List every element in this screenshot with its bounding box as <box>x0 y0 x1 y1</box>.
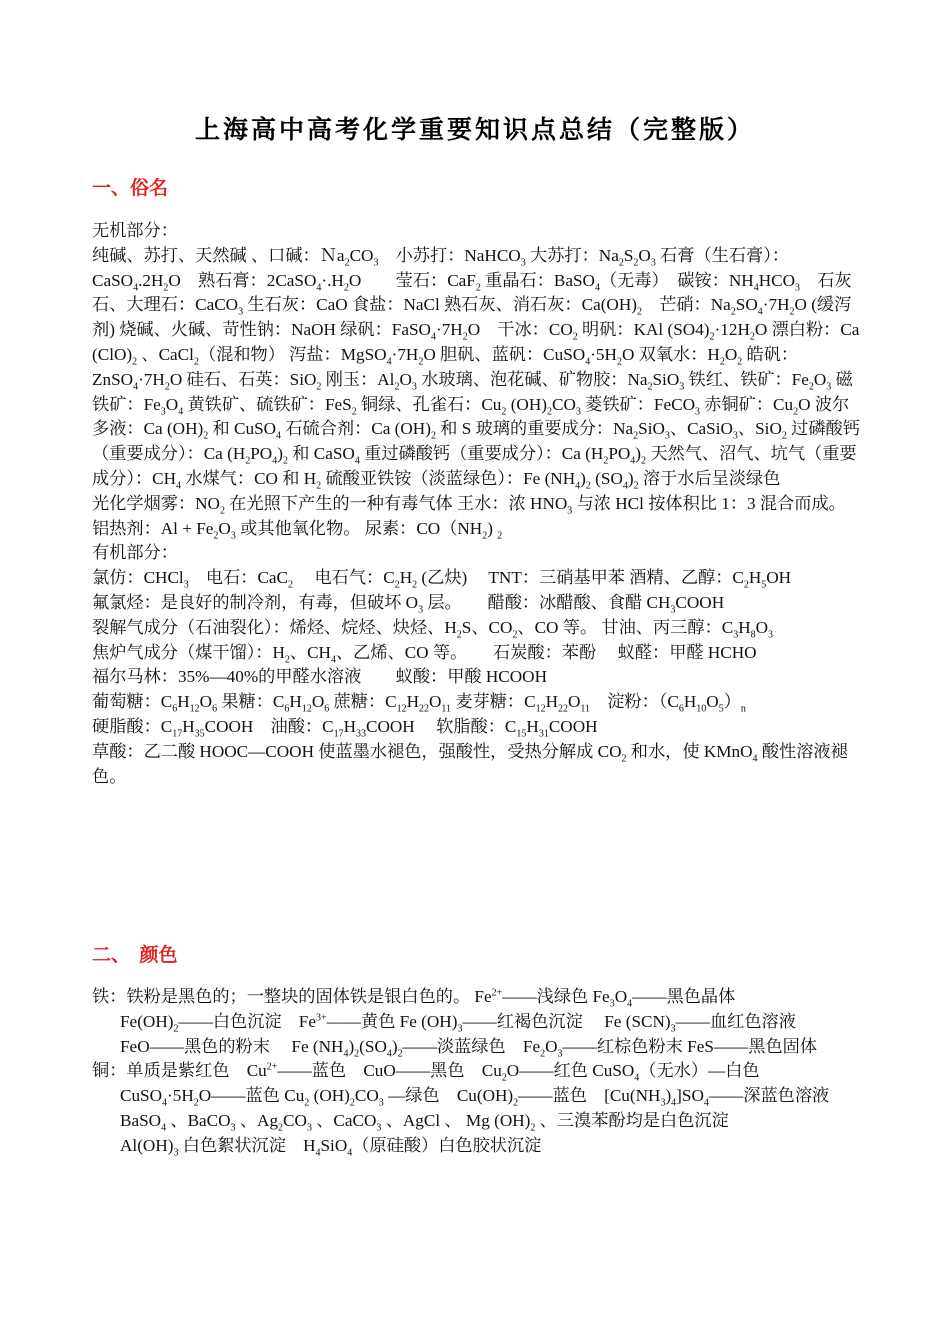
paragraph: 铝热剂：$Al + Fe_2O_3$ 或其他氧化物。 尿素：$CO(NH_2)$ $_2$ <box>92 518 503 541</box>
paragraph: BaSO$_4$ 、BaCO$_3$ 、$Ag_2CO_3$ 、CaCO$_3$ 、AgCl 、 Mg $(OH)_2$ 、三溴苯酚均是白色沉淀 <box>120 1110 729 1134</box>
paragraph: 福尔马林：35%—40%的甲醛水溶液 蚁酸：甲酸 HCOOH <box>92 667 547 687</box>
paragraph: $CuSO_4\cdot 5H_2O——$蓝色 $Cu_2$ $(OH)_2CO_3$ —绿色 $Cu(OH)_2——$蓝色 $[Cu(NH_3)_4]SO_4——$深蓝色溶液 <box>120 1086 830 1109</box>
paragraph: 铜：单质是紫红色 $Cu^{2+}——$蓝色 CuO——黑色 $Cu_2O——$红色 CuSO$_4$（无水）—白色 <box>92 1061 760 1084</box>
paragraph: $Al(OH)_3$ 白色絮状沉淀 $H_4SiO_4$（原硅酸）白色胶状沉淀 <box>120 1135 542 1159</box>
paragraph: FeO——黑色的粉末 Fe $(NH_4)_2(SO_4)_2——$淡蓝绿色 $Fe_2O_3——$红棕色粉末 FeS——黑色固体 <box>120 1036 818 1060</box>
paragraph: 铁：铁粉是黑色的；一整块的固体铁是银白色的。 $Fe^{2+}——$浅绿色 $Fe_3O_4——$黑色晶体 <box>92 987 736 1010</box>
paragraph: 无机部分： <box>92 221 178 240</box>
paragraph: 纯碱、苏打、天然碱 、口碱：$Na_2CO_3$ 小苏打：NaHCO$_3$ 大苏打：$Na_2S_2O_3$ 石膏（生石膏）：$CaSO_4.2H_2O$ 熟石膏：$2CaSO_4\cdot.H_2O$ 莹石：CaF$_2$ 重晶石：BaSO$_4$（无毒） 碳铵：$NH_4HCO_3$ 石灰石、大理石：CaCO$_3$ 生石灰：CaO 食盐：NaCl 熟石灰、消石灰：$Ca(OH)_2$ 芒硝：$Na_2SO_4\cdot 7H_2O$ (缓泻剂) 烧碱、火碱、苛性钠：NaOH 绿矾：$FaSO_4\cdot 7H_2O$ 干冰：$CO_2$ 明矾：KAl $(SO4)_2\cdot 12H_2O$ 漂白粉：Ca $(ClO)_2$ 、CaCl$_2$（混和物） 泻盐：$MgSO_4\cdot 7H_2O$ 胆矾、蓝矾：$CuSO_4\cdot 5H_2O$ 双氧水：$H_2O_2$ 皓矾：$ZnSO_4\cdot 7H_2O$ 硅石、石英：SiO$_2$ 刚玉：$Al_2O_3$ 水玻璃、泡花碱、矿物胶：$Na_2SiO_3$ 铁红、铁矿：$Fe_2O_3$ 磁铁矿：$Fe_3O_4$ 黄铁矿、硫铁矿：FeS$_2$ 铜绿、孔雀石：$Cu_2$ $(OH)_2CO_3$ 菱铁矿：FeCO$_3$ 赤铜矿：$Cu_2O$ 波尔多液：Ca $(OH)_2$ 和 CuSO$_4$ 石硫合剂：Ca $(OH)_2$ 和 S 玻璃的重要成分：$Na_2SiO_3$、CaSiO$_3$、SiO$_2$ 过磷酸钙（重要成分）：Ca $(H_2PO_4)_2$ 和 CaSO$_4$ 重过磷酸钙（重要成分）：Ca $(H_2PO_4)_2$ 天然气、沼气、坑气（重要成分）：$CH_4$ 水煤气：CO 和 $H_2$ 硫酸亚铁铵（淡蓝绿色）：Fe $(NH_4)_2$ $(SO_4)_2$ 溶于水后呈淡绿色 <box>92 245 860 492</box>
paragraph: 焦炉气成分（煤干馏）：$H_2$、$CH_4$、乙烯、CO 等。 石炭酸：苯酚 蚁醛：甲醛 HCHO <box>92 642 757 665</box>
paragraph: 裂解气成分（石油裂化）：烯烃、烷烃、炔烃、$H_2S$、$CO_2$、CO 等。 甘油、丙三醇：$C_3H_8O_3$ <box>92 617 774 641</box>
section-body-colors <box>92 985 862 1159</box>
section-heading-colors: 二、 颜色 <box>92 944 178 966</box>
paragraph: 有机部分： <box>92 543 178 563</box>
section-heading-names: 一、俗名 <box>92 177 169 199</box>
paragraph: $Fe(OH)_2——$白色沉淀 $Fe^{3+}——$黄色 Fe $(OH)_3——$红褐色沉淀 Fe $(SCN)_3——$血红色溶液 <box>120 1011 796 1035</box>
paragraph: 草酸：乙二酸 HOOC—COOH 使蓝墨水褪色，强酸性，受热分解成 $CO_2$ 和水，使 KMnO$_4$ 酸性溶液褪色。 <box>92 741 848 786</box>
paragraph: 氟氯烃：是良好的制冷剂，有毒，但破坏 $O_3$ 层。 醋酸：冰醋酸、食醋 $CH_3COOH$ <box>92 592 725 616</box>
paragraph: 硬脂酸：$C_{17}H_{35}COOH$ 油酸：$C_{17}H_{33}COOH$ 软脂酸：$C_{15}H_{31}COOH$ <box>92 716 598 740</box>
section-body-names <box>92 219 862 789</box>
paragraph: 氯仿：CHCl$_3$ 电石：CaC$_2$ 电石气：$C_2H_2$ (乙炔) TNT：三硝基甲苯 酒精、乙醇：$C_2H_5OH$ <box>92 568 792 591</box>
paragraph: 葡萄糖：$C_6H_{12}O_6$ 果糖：$C_6H_{12}O_6$ 蔗糖：$C_{12}H_{22}O_{11}$ 麦芽糖：$C_{12}H_{22}O_{11}$ 淀粉：$(C_6H_{10}O_5)_n$ <box>92 692 746 715</box>
paragraph: 光化学烟雾：$NO_2$ 在光照下产生的一种有毒气体 王水：浓 $HNO_3$ 与浓 HCl 按体积比 1：3 混合而成。 <box>92 493 846 517</box>
page-title: 上海高中高考化学重要知识点总结（完整版） <box>194 115 755 144</box>
